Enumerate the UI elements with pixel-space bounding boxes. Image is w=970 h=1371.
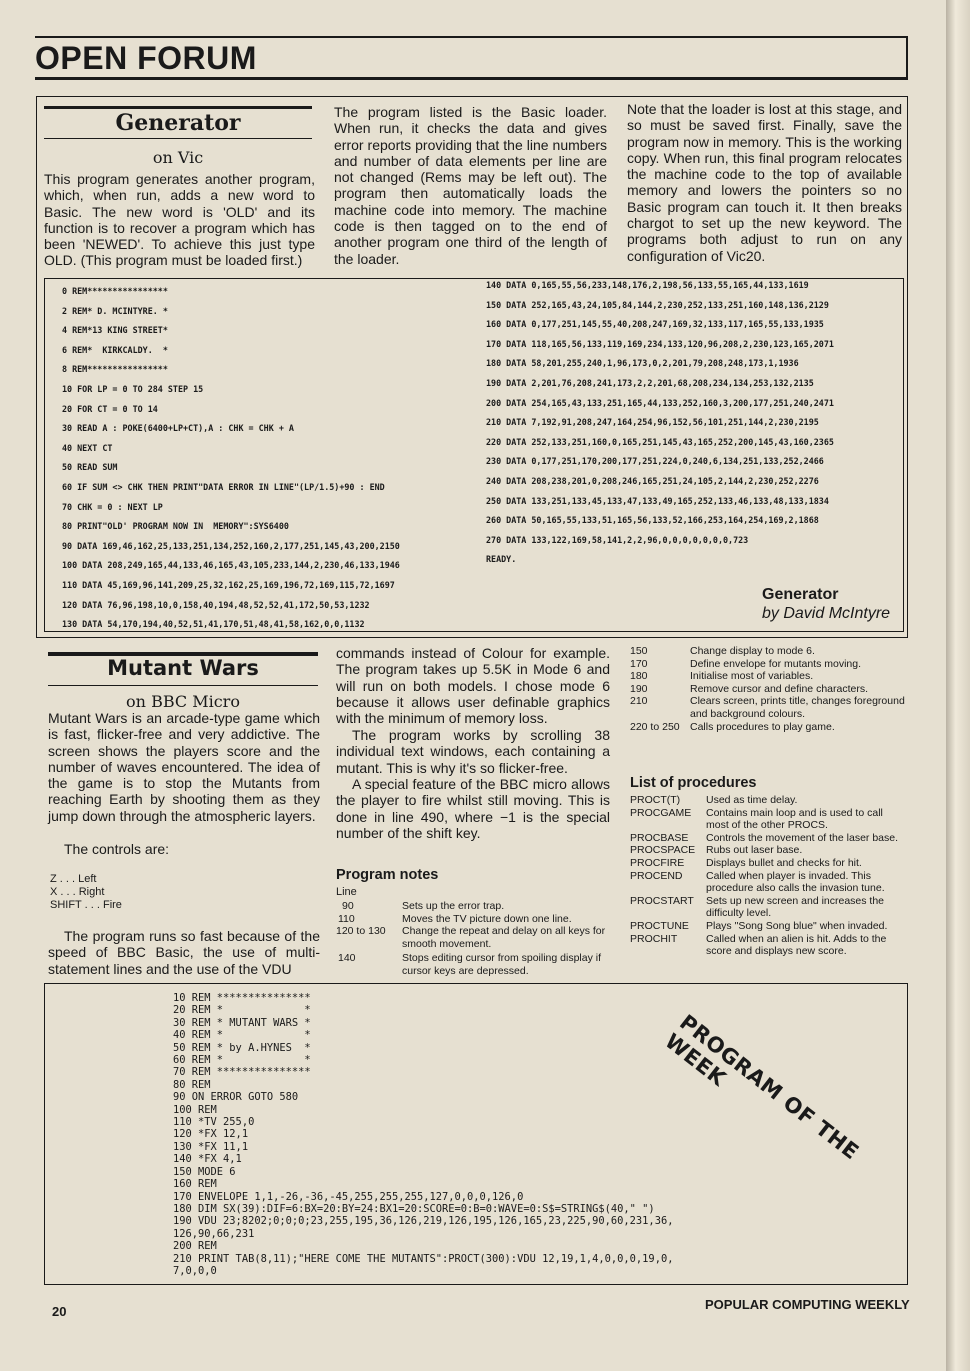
- mutant-intro-text: Mutant Wars is an arcade-type game which is fast, flicker-free and very addictive. The screen shows the players score and the number of waves encountered. The idea of the game is to stop the Mutants from reaching Earth by shooting them as they jump down through the atmospheric layers.: [48, 710, 320, 824]
- table-row: 140 Stops editing cursor from spoiling display if cursor keys are depressed.: [338, 952, 602, 977]
- program-notes-table: [336, 900, 612, 978]
- generator-intro-text: This program generates another program, which, when run, adds a new word to Basic. The new word is 'OLD' and its function is to recover a program which has been 'NEWED'. To achieve this just type OLD. (This program must be loaded first.): [44, 171, 315, 269]
- code-line: 2 REM* D. MCINTYRE. *: [62, 305, 168, 316]
- table-row: 180 Initialise most of variables.: [630, 670, 814, 683]
- code-line: 40 REM * *: [173, 1029, 311, 1042]
- table-row: 110 Moves the TV picture down one line.: [338, 912, 572, 925]
- code-line: 4 REM*13 KING STREET*: [62, 325, 168, 336]
- code-line: 120 *FX 12,1: [173, 1128, 249, 1141]
- code-line: 240 DATA 208,238,201,0,208,246,165,251,24,105,2,144,2,230,252,2276: [486, 475, 819, 486]
- code-line: 60 REM * *: [173, 1054, 311, 1067]
- code-line: 260 DATA 50,165,55,133,51,165,56,133,52,166,253,164,254,169,2,1868: [486, 515, 819, 526]
- page-spine: [946, 0, 970, 1371]
- code-line: 200 DATA 254,165,43,133,251,165,44,133,252,160,3,200,177,251,240,2471: [486, 397, 834, 408]
- code-line: 20 FOR CT = 0 TO 14: [62, 403, 158, 414]
- control-left: Z . . . Left: [50, 873, 97, 885]
- generator-listing-left: [62, 282, 400, 635]
- table-row: PROCHIT Called when an alien is hit. Adds to the score and displays new score.: [630, 932, 887, 958]
- table-row: 190 Remove cursor and define characters.: [630, 682, 869, 695]
- code-line: 90 ON ERROR GOTO 580: [173, 1091, 299, 1104]
- code-line: 8 REM****************: [62, 364, 168, 375]
- code-line: 100 DATA 208,249,165,44,133,46,165,43,105,233,144,2,230,46,133,1946: [62, 560, 400, 571]
- code-line: 10 REM ***************: [173, 992, 311, 1004]
- code-line: 80 PRINT"OLD' PROGRAM NOW IN MEMORY":SYS6400: [62, 521, 289, 532]
- code-line: 126,90,66,231: [173, 1227, 255, 1240]
- mutant-title-underline: [48, 685, 318, 686]
- publication-name: POPULAR COMPUTING WEEKLY: [705, 1297, 910, 1312]
- code-line: 50 READ SUM: [62, 462, 118, 473]
- mutant-controls-list: [50, 873, 122, 912]
- mutant-controls-intro: The controls are:: [64, 841, 170, 857]
- generator-platform: on Vic: [152, 148, 204, 167]
- generator-caption-author: by David McIntyre: [762, 605, 891, 622]
- code-line: 190 DATA 2,201,76,208,241,173,2,2,201,68,208,234,134,253,132,2135: [486, 377, 814, 388]
- table-row: PROCBASE Controls the movement of the laser base.: [630, 831, 899, 844]
- header-top-rule: [35, 36, 907, 38]
- code-line: 0 REM****************: [62, 286, 168, 296]
- code-line: 110 DATA 45,169,96,141,209,25,32,162,25,169,196,72,169,115,72,1697: [62, 579, 395, 590]
- code-line: 6 REM* KIRKCALDY. *: [62, 344, 168, 355]
- table-row: 150 Change display to mode 6.: [630, 645, 815, 657]
- procedures-table: [630, 794, 906, 958]
- code-line: 220 DATA 252,133,251,160,0,165,251,145,43,165,252,200,145,43,160,2365: [486, 436, 834, 447]
- mutant-platform: on BBC Micro: [126, 692, 240, 711]
- code-line: 60 IF SUM <> CHK THEN PRINT"DATA ERROR IN LINE"(LP/1.5)+90 : END: [62, 481, 385, 492]
- control-fire: SHIFT . . . Fire: [50, 899, 122, 911]
- program-notes-title: Program notes: [336, 867, 439, 883]
- table-row: PROCTUNE Plays "Song Song blue" when invaded.: [630, 919, 888, 932]
- code-line: 90 DATA 169,46,162,25,133,251,134,252,160,2,177,251,145,43,200,2150: [62, 540, 400, 551]
- generator-title: Generator: [115, 110, 241, 136]
- table-row: 120 to 130 Change the repeat and delay on all keys for smooth movement.: [336, 925, 606, 950]
- mutant-column-2b: The program works by scrolling 38 individual text windows, each containing a mutant. This is why it's so flicker-free.: [336, 727, 610, 776]
- code-line: 150 MODE 6: [173, 1165, 236, 1178]
- code-line: 120 DATA 76,96,198,10,0,158,40,194,48,52,52,41,172,50,53,1232: [62, 599, 370, 610]
- code-line: 170 DATA 118,165,56,133,119,169,234,133,120,96,208,2,230,123,165,2071: [486, 338, 834, 349]
- code-line: 110 *TV 255,0: [173, 1116, 255, 1129]
- code-line: 70 CHK = 0 : NEXT LP: [62, 501, 163, 512]
- mutant-listing: [173, 992, 673, 1277]
- code-line: 7,0,0,0: [173, 1264, 217, 1277]
- code-line: 100 REM: [173, 1103, 217, 1116]
- generator-caption-title: Generator: [762, 586, 839, 603]
- code-line: 70 REM ***************: [173, 1066, 311, 1079]
- notes-line-header: Line: [336, 886, 357, 898]
- code-line: 140 DATA 0,165,55,56,233,148,176,2,198,56,133,55,165,44,133,1619: [486, 280, 809, 290]
- table-row: PROCGAME Contains main loop and is used to call most of the other PROCS.: [630, 806, 883, 832]
- table-row: 90 Sets up the error trap.: [342, 900, 505, 912]
- generator-column-3: Note that the loader is lost at this stage, and so must be saved first. Finally, save the program now in memory. This is the working copy. When run, this final program relocates the machine code to the top of available memory and lowers the pointers so no Basic program can touch it. It then breaks chargot to set up the new keyword. The programs both adjust to run on any configuration of Vic20.: [627, 101, 902, 264]
- code-line: 170 ENVELOPE 1,1,-26,-36,-45,255,255,255,127,0,0,0,126,0: [173, 1190, 524, 1203]
- code-line: 200 REM: [173, 1240, 217, 1253]
- header-bottom-rule: [35, 77, 907, 80]
- mutant-title: Mutant Wars: [107, 656, 259, 680]
- code-line: 230 DATA 0,177,251,170,200,177,251,224,0,240,6,134,251,133,252,2466: [486, 456, 824, 467]
- table-row: 220 to 250 Calls procedures to play game.: [630, 720, 835, 733]
- mutant-column-2c: A special feature of the BBC micro allows the player to fire whilst still moving. This is done in line 490, where −1 is the special number of the shift key.: [336, 776, 610, 841]
- table-row: 210 Clears screen, prints title, changes foreground and background colours.: [630, 695, 905, 720]
- code-line: 140 *FX 4,1: [173, 1153, 242, 1166]
- mutant-column-2a: commands instead of Colour for example. The program takes up 5.5K in Mode 6 and will run on both models. I chose mode 6 because it allows user definable graphics with the minimum of memory loss.: [336, 645, 610, 727]
- code-line: 270 DATA 133,122,169,58,141,2,2,96,0,0,0,0,0,0,0,723: [486, 534, 749, 545]
- generator-column-2: The program listed is the Basic loader. When run, it checks the data and gives error reports providing that the line numbers and number of data elements per line are not changed (Rems may be left out). The program then automatically loads the machine code into memory. The machine code is then tagged on to the end of another program one third of the length of the loader.: [334, 104, 607, 267]
- table-row: PROCSPACE Rubs out laser base.: [630, 844, 803, 857]
- code-line: 130 *FX 11,1: [173, 1140, 249, 1153]
- code-line: 50 REM * by A.HYNES *: [173, 1041, 311, 1054]
- code-line: 150 DATA 252,165,43,24,105,84,144,2,230,252,133,251,160,148,136,2129: [486, 299, 829, 310]
- page-number: 20: [52, 1304, 67, 1319]
- table-row: PROCSTART Sets up new screen and increases the difficulty level.: [630, 894, 885, 920]
- table-row: PROCEND Called when player is invaded. This procedure also calls the invasion tune.: [630, 869, 885, 895]
- code-line: 30 READ A : POKE(6400+LP+CT),A : CHK = CHK + A: [62, 423, 294, 434]
- code-line: 130 DATA 54,170,194,40,52,51,41,170,51,48,41,58,162,0,0,1132: [62, 619, 365, 630]
- code-line: 160 REM: [173, 1178, 217, 1191]
- mutant-speed-text: The program runs so fast because of the speed of BBC Basic, the use of multi-statement lines and the use of the VDU: [48, 928, 320, 977]
- generator-title-rule: [44, 106, 312, 109]
- code-line: 210 PRINT TAB(8,11);"HERE COME THE MUTANTS":PROCT(300):VDU 12,19,1,4,0,0,0,19,0,: [173, 1252, 674, 1265]
- code-line: 180 DIM SX(39):DIF=6:BX=20:BY=24:BX1=20:SCORE=0:B=0:WAVE=0:S$=STRING$(40," "): [173, 1202, 655, 1215]
- table-row: PROCFIRE Displays bullet and checks for hit.: [630, 856, 862, 869]
- code-line: 10 FOR LP = 0 TO 284 STEP 15: [62, 383, 204, 394]
- code-line: 30 REM * MUTANT WARS *: [173, 1016, 311, 1029]
- code-line: 160 DATA 0,177,251,145,55,40,208,247,169,32,133,117,165,55,133,1935: [486, 319, 824, 330]
- code-line: READY.: [486, 554, 517, 565]
- generator-listing-right: [486, 276, 834, 570]
- header-side-rule: [906, 36, 908, 80]
- table-row: PROCT(T) Used as time delay.: [630, 794, 798, 806]
- code-line: 250 DATA 133,251,133,45,133,47,133,49,165,252,133,46,133,48,133,1834: [486, 495, 829, 506]
- code-line: 40 NEXT CT: [62, 442, 113, 453]
- generator-title-underline: [44, 138, 312, 139]
- code-line: 20 REM * *: [173, 1004, 311, 1017]
- code-line: 180 DATA 58,201,255,240,1,96,173,0,2,201,79,208,248,173,1,1936: [486, 358, 799, 369]
- table-row: 170 Define envelope for mutants moving.: [630, 657, 862, 670]
- control-right: X . . . Right: [50, 886, 105, 898]
- program-notes-table-2: [630, 645, 906, 733]
- code-line: 210 DATA 7,192,91,208,247,164,254,96,152,56,101,251,144,2,230,2195: [486, 417, 819, 428]
- program-of-the-week-stamp: PROGRAM OF THE WEEK: [660, 1010, 864, 1165]
- code-line: 80 REM: [173, 1078, 211, 1091]
- procedures-title: List of procedures: [630, 775, 757, 791]
- section-header: OPEN FORUM: [35, 40, 257, 76]
- code-line: 190 VDU 23;8202;0;0;0;23,255,195,36,126,219,126,195,126,165,23,225,90,60,231,36,: [173, 1215, 674, 1228]
